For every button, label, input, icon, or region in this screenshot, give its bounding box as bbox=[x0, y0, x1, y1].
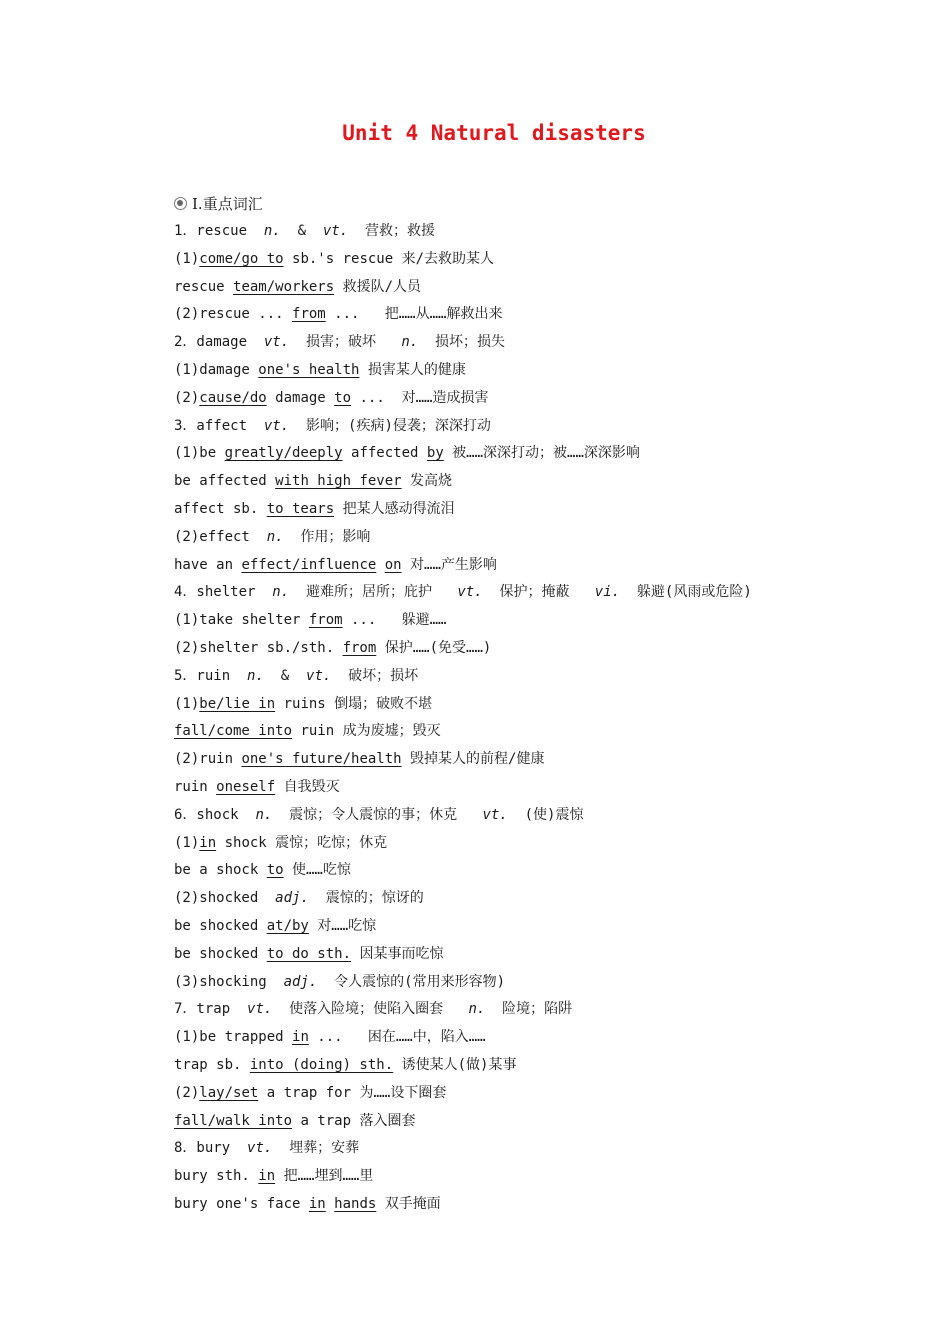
line-text: damage bbox=[266, 389, 335, 406]
blank-answer: to do sth. bbox=[266, 945, 352, 962]
line-text: bury one's face bbox=[174, 1195, 309, 1212]
section-heading bbox=[174, 190, 263, 216]
line-text: & bbox=[280, 223, 323, 239]
blank-answer: from bbox=[342, 639, 377, 656]
line-text: (2)effect bbox=[174, 528, 267, 545]
part-of-speech: n. bbox=[263, 223, 281, 239]
section-heading-label: Ⅰ.重点词汇 bbox=[192, 194, 263, 213]
line-text: 5．ruin bbox=[174, 667, 248, 684]
part-of-speech: vt. bbox=[247, 1140, 273, 1157]
part-of-speech: n. bbox=[255, 806, 273, 823]
line-text: affected bbox=[342, 445, 427, 462]
line-text: (1)take shelter bbox=[174, 612, 309, 629]
line-text: (使)震惊 bbox=[507, 806, 584, 823]
part-of-speech: adj. bbox=[283, 973, 318, 990]
line-text: 4．shelter bbox=[174, 584, 273, 601]
vocab-line bbox=[174, 385, 914, 413]
part-of-speech: vt. bbox=[263, 417, 290, 434]
line-text: have an bbox=[174, 556, 242, 573]
blank-answer: in bbox=[292, 1029, 309, 1046]
line-text: 因某事而吃惊 bbox=[351, 945, 444, 962]
line-text: 破坏；损坏 bbox=[331, 667, 419, 684]
vocab-line bbox=[174, 1163, 914, 1191]
vocab-line bbox=[174, 941, 914, 969]
vocab-line bbox=[174, 607, 914, 635]
vocab-line bbox=[174, 1135, 914, 1163]
part-of-speech: n. bbox=[272, 584, 290, 601]
line-text: 7．trap bbox=[174, 1001, 248, 1018]
blank-answer: oneself bbox=[216, 778, 276, 795]
vocab-line bbox=[174, 802, 914, 830]
vocab-line bbox=[174, 468, 914, 496]
line-text: 令人震惊的(常用来形容物) bbox=[317, 973, 506, 990]
line-text: 保护……(免受……) bbox=[376, 639, 492, 656]
line-text: a trap for 为……设下圈套 bbox=[258, 1084, 447, 1101]
blank-answer: lay/set bbox=[199, 1084, 259, 1101]
line-text: (1)be bbox=[174, 445, 225, 462]
line-text: 毁掉某人的前程/健康 bbox=[401, 751, 545, 768]
vocab-line bbox=[174, 663, 914, 691]
vocab-line bbox=[174, 496, 914, 524]
line-text: 保护；掩蔽 bbox=[482, 584, 595, 601]
line-text: (3)shocking bbox=[174, 973, 284, 990]
line-text: (1)be trapped bbox=[174, 1029, 293, 1046]
line-text: 发高烧 bbox=[401, 473, 453, 490]
vocab-line bbox=[174, 969, 914, 997]
part-of-speech: vt. bbox=[306, 667, 332, 684]
vocab-line bbox=[174, 357, 914, 385]
blank-answer: on bbox=[384, 556, 402, 573]
line-text: trap sb. bbox=[174, 1056, 250, 1073]
line-text: 把……埋到……里 bbox=[275, 1168, 374, 1185]
line-text: (2)shocked bbox=[174, 890, 276, 907]
part-of-speech: vt. bbox=[482, 806, 508, 823]
vocab-line bbox=[174, 329, 914, 357]
line-text: ruin 成为废墟；毁灭 bbox=[292, 723, 441, 740]
part-of-speech: vt. bbox=[457, 584, 483, 601]
vocab-line bbox=[174, 552, 914, 580]
blank-answer: at/by bbox=[266, 917, 309, 934]
vocab-line bbox=[174, 579, 914, 607]
vocab-line bbox=[174, 301, 914, 329]
line-text: 8．bury bbox=[174, 1140, 248, 1157]
blank-answer: come/go to bbox=[199, 250, 284, 267]
vocab-line bbox=[174, 218, 914, 246]
line-text: 损害；破坏 bbox=[289, 334, 402, 351]
blank-answer: one's health bbox=[258, 361, 360, 378]
line-text: 躲避(风雨或危险) bbox=[620, 584, 752, 601]
blank-answer: effect/influence bbox=[241, 556, 377, 573]
line-text: shock 震惊；吃惊；休克 bbox=[216, 834, 388, 851]
line-text: 2．damage bbox=[174, 334, 264, 351]
blank-answer: fall/come into bbox=[174, 723, 293, 740]
line-text: (2)rescue ... bbox=[174, 306, 293, 323]
blank-answer: greatly/deeply bbox=[224, 445, 343, 462]
page-title: Unit 4 Natural disasters bbox=[342, 121, 646, 145]
blank-answer: in bbox=[258, 1168, 276, 1185]
blank-answer: into (doing) sth. bbox=[249, 1056, 394, 1073]
line-text: rescue bbox=[174, 278, 234, 295]
line-text: 避难所；居所；庇护 bbox=[289, 584, 458, 601]
radio-bullet-icon bbox=[174, 197, 187, 210]
part-of-speech: vt. bbox=[322, 223, 349, 239]
line-text: (1) bbox=[174, 834, 200, 851]
line-text: 双手掩面 bbox=[376, 1195, 441, 1212]
blank-answer: to bbox=[334, 389, 352, 406]
vocab-line bbox=[174, 996, 914, 1024]
vocab-line bbox=[174, 1052, 914, 1080]
blank-answer: cause/do bbox=[199, 389, 267, 406]
line-text: 损害某人的健康 bbox=[359, 361, 466, 378]
blank-answer: with high fever bbox=[275, 473, 402, 490]
line-text: 使……吃惊 bbox=[283, 862, 351, 879]
vocab-line bbox=[174, 885, 914, 913]
line-text: be a shock bbox=[174, 862, 267, 879]
line-text: (2)ruin bbox=[174, 751, 242, 768]
vocab-line bbox=[174, 857, 914, 885]
line-text: 使落入险境；使陷入圈套 bbox=[272, 1001, 469, 1018]
vocab-line bbox=[174, 1080, 914, 1108]
part-of-speech: n. bbox=[468, 1001, 486, 1018]
line-text: (2) bbox=[174, 1084, 200, 1101]
vocab-line bbox=[174, 913, 914, 941]
vocab-line bbox=[174, 413, 914, 441]
line-text: 把某人感动得流泪 bbox=[334, 500, 455, 517]
blank-answer: from bbox=[308, 612, 343, 629]
line-text: 对……吃惊 bbox=[308, 917, 377, 934]
line-text: ruin bbox=[174, 778, 217, 795]
vocab-line bbox=[174, 1108, 914, 1136]
line-text: affect sb. bbox=[174, 500, 267, 517]
line-text: 震惊；令人震惊的事；休克 bbox=[272, 806, 483, 823]
line-text bbox=[326, 1196, 334, 1212]
line-text: ruins 倒塌；破败不堪 bbox=[275, 695, 433, 712]
blank-answer: one's future/health bbox=[241, 751, 402, 768]
blank-answer: by bbox=[426, 445, 444, 462]
part-of-speech: n. bbox=[266, 528, 284, 545]
line-text: be affected bbox=[174, 473, 276, 490]
line-text: 震惊的；惊讶的 bbox=[308, 890, 424, 907]
line-text: 影响；(疾病)侵袭；深深打动 bbox=[289, 417, 491, 434]
vocab-line bbox=[174, 274, 914, 302]
blank-answer: to bbox=[266, 862, 284, 879]
vocab-line bbox=[174, 718, 914, 746]
vocab-line bbox=[174, 440, 914, 468]
blank-answer: be/lie in bbox=[199, 695, 276, 712]
line-text: (2) bbox=[174, 389, 200, 406]
line-text: & bbox=[263, 667, 307, 684]
line-text: ... 把……从……解救出来 bbox=[325, 306, 503, 323]
part-of-speech: vi. bbox=[594, 584, 621, 601]
blank-answer: in bbox=[199, 834, 217, 851]
vocabulary-list bbox=[174, 218, 914, 1219]
line-text: 救援队/人员 bbox=[334, 278, 422, 295]
blank-answer: fall/walk into bbox=[174, 1112, 293, 1129]
line-text: 自我毁灭 bbox=[275, 778, 340, 795]
line-text: (2)shelter sb./sth. bbox=[174, 639, 343, 656]
line-text: be shocked bbox=[174, 917, 267, 934]
line-text: 损坏；损失 bbox=[418, 334, 506, 351]
line-text: (1)damage bbox=[174, 361, 259, 378]
vocab-line bbox=[174, 691, 914, 719]
line-text: 作用；影响 bbox=[283, 528, 371, 545]
line-text: 对……产生影响 bbox=[401, 556, 497, 573]
vocab-line bbox=[174, 635, 914, 663]
line-text: bury sth. bbox=[174, 1168, 259, 1185]
line-text: ... 对……造成损害 bbox=[351, 389, 489, 406]
vocab-line bbox=[174, 524, 914, 552]
line-text: be shocked bbox=[174, 945, 267, 962]
line-text: 被……深深打动；被……深深影响 bbox=[443, 445, 640, 462]
line-text: 3．affect bbox=[174, 417, 264, 434]
blank-answer: from bbox=[292, 306, 326, 323]
part-of-speech: n. bbox=[247, 667, 264, 684]
line-text: (1) bbox=[174, 695, 200, 712]
line-text: a trap 落入圈套 bbox=[292, 1112, 416, 1129]
vocab-line bbox=[174, 774, 914, 802]
blank-answer: team/workers bbox=[233, 278, 335, 295]
blank-answer: hands bbox=[334, 1195, 377, 1212]
part-of-speech: adj. bbox=[275, 890, 309, 907]
vocab-line bbox=[174, 1191, 914, 1219]
line-text: (1) bbox=[174, 250, 200, 267]
vocab-line bbox=[174, 830, 914, 858]
line-text: 营救；救援 bbox=[348, 223, 436, 239]
part-of-speech: n. bbox=[401, 334, 419, 351]
line-text bbox=[376, 557, 384, 573]
part-of-speech: vt. bbox=[263, 334, 290, 351]
line-text: 埋葬；安葬 bbox=[272, 1140, 360, 1157]
line-text: 6．shock bbox=[174, 806, 256, 823]
blank-answer: in bbox=[308, 1195, 326, 1212]
part-of-speech: vt. bbox=[247, 1001, 273, 1018]
blank-answer: to tears bbox=[266, 500, 335, 517]
line-text: sb.'s rescue 来/去救助某人 bbox=[283, 250, 495, 267]
line-text: ... 躲避…… bbox=[342, 612, 447, 629]
line-text: ... 困在……中，陷入…… bbox=[308, 1029, 486, 1046]
line-text: 1．rescue bbox=[174, 223, 264, 239]
line-text: 险境；陷阱 bbox=[485, 1001, 573, 1018]
vocab-line bbox=[174, 246, 914, 274]
vocab-line bbox=[174, 746, 914, 774]
vocab-line bbox=[174, 1024, 914, 1052]
line-text: 诱使某人(做)某事 bbox=[393, 1056, 517, 1073]
